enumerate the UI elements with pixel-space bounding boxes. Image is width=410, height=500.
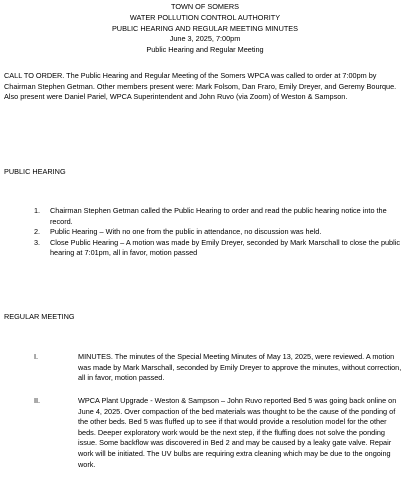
regular-meeting-item xyxy=(34,396,406,470)
public-hearing-heading: PUBLIC HEARING xyxy=(4,167,66,176)
regular-meeting-item xyxy=(34,352,406,384)
item-text: Close Public Hearing – A motion was made by Emily Dreyer, seconded by Mark Marschall to close the public hearing at 7:01pm, all in favor, motion passed xyxy=(50,237,401,258)
call-to-order-paragraph: CALL TO ORDER. The Public Hearing and Regular Meeting of the Somers WPCA was called to order at 7:00pm by Chairman Stephen Getman. Other members present were: Mark Folsom, Dan Fraro, Emily Dreyer, and Geremy Bourque. Also present were Daniel Pariel, WPCA Superintendent and John Ruvo (via Zoom) of Weston & Sampson. xyxy=(4,71,397,102)
item-text: MINUTES. The minutes of the Special Meeting Minutes of May 13, 2025, were reviewed. A motion was made by Mark Marschall, seconded by Emily Dreyer to approve the minutes, without correction, all in favor, motion passed. xyxy=(78,352,402,383)
item-number: I. xyxy=(34,352,39,361)
meeting-type: Public Hearing and Regular Meeting xyxy=(146,45,264,55)
document-title: PUBLIC HEARING AND REGULAR MEETING MINUTES xyxy=(111,23,299,33)
document-header xyxy=(0,2,410,56)
item-text: Chairman Stephen Getman called the Public Hearing to order and read the public hearing notice into the record. xyxy=(50,206,387,226)
item-number: 1. xyxy=(34,206,41,215)
town-name: TOWN OF SOMERS xyxy=(171,2,239,11)
item-number: 2. xyxy=(34,227,41,237)
list-item xyxy=(34,206,400,227)
regular-meeting-heading: REGULAR MEETING xyxy=(4,312,75,321)
list-item xyxy=(34,227,400,238)
public-hearing-list xyxy=(34,206,400,259)
list-item xyxy=(34,238,400,259)
meeting-date: June 3, 2025, 7:00pm xyxy=(169,34,241,44)
authority-name: WATER POLLUTION CONTROL AUTHORITY xyxy=(129,12,281,22)
item-number: 3. xyxy=(34,237,41,247)
item-number: II. xyxy=(34,396,41,405)
item-text: Public Hearing – With no one from the public in attendance, no discussion was held. xyxy=(50,227,322,237)
item-text: WPCA Plant Upgrade - Weston & Sampson – John Ruvo reported Bed 5 was going back online on June 4, 2025. Over compaction of the bed materials was thought to be the cause of the ponding of the other beds. Bed 5 was fluffed up to see if that would provide a resolution model for the other beds. Deeper exploratory work would be the next step, if the fluffing does not solve the ponding issue. Some backflow was discovered in Bed 2 and may be caused by a leaky gate valve. Repair work will be initiated. The UV bulbs are requiring extra cleaning which may be due to the ongoing work. xyxy=(78,396,397,469)
